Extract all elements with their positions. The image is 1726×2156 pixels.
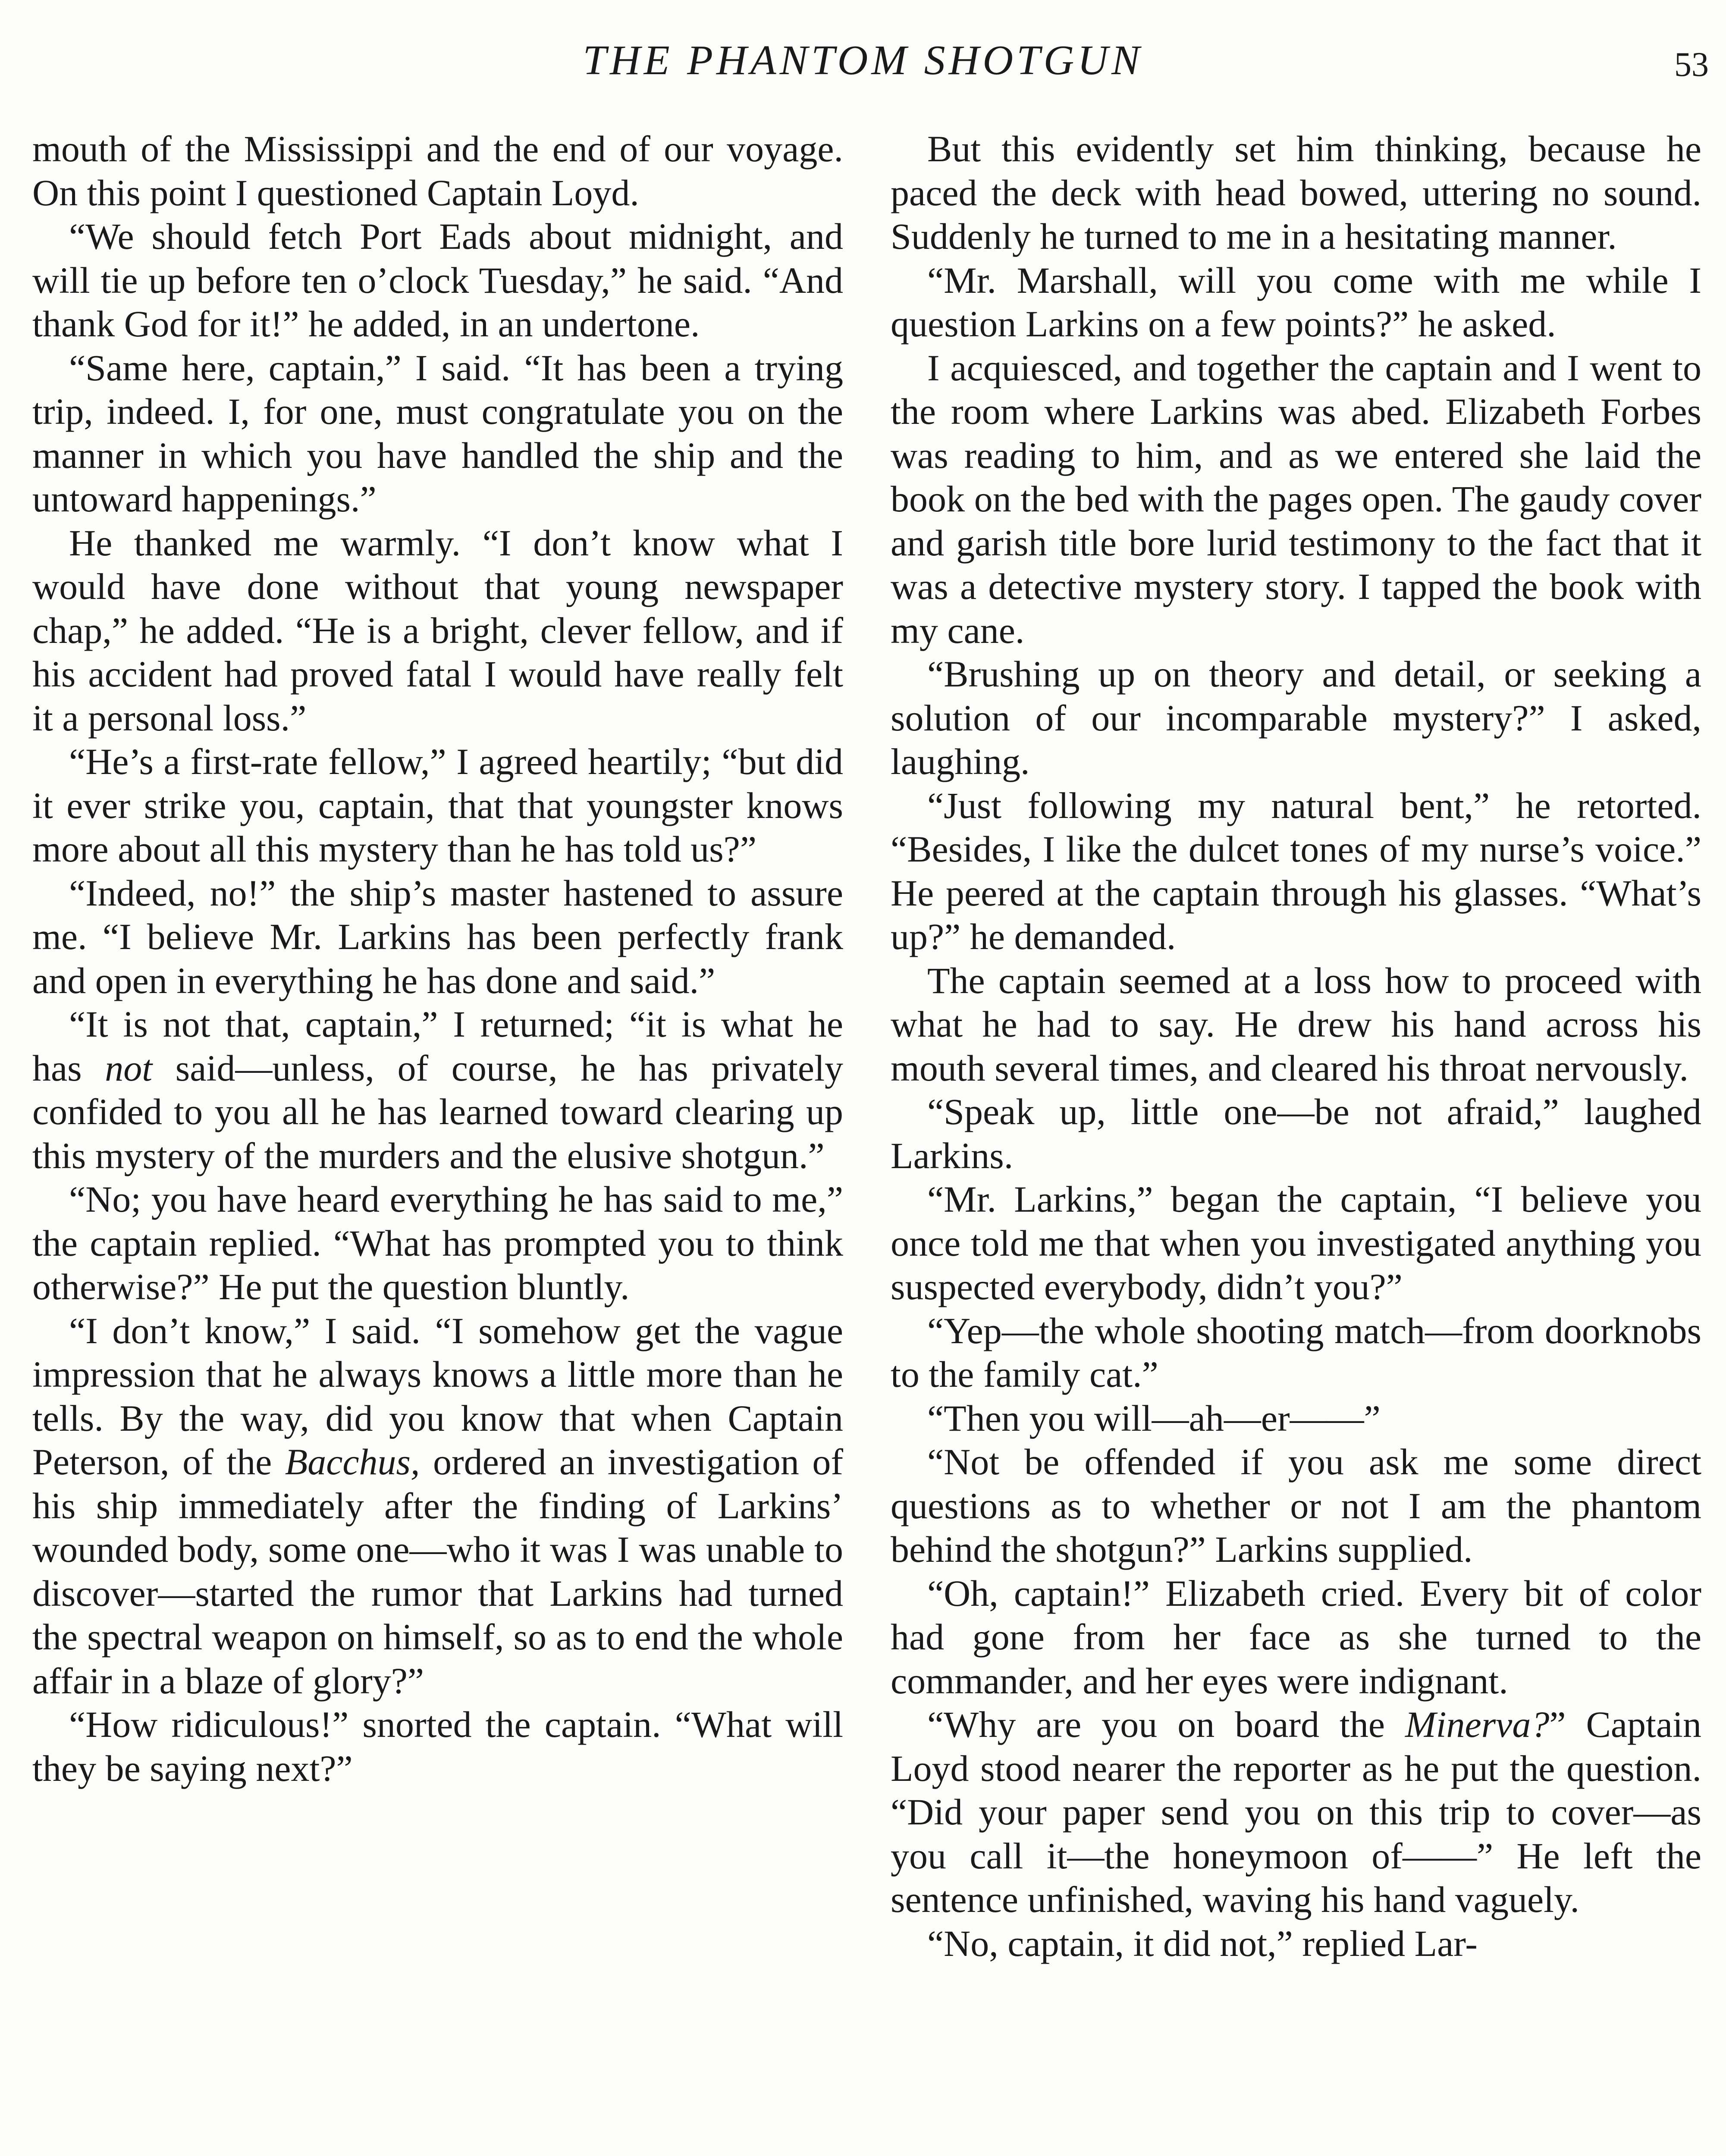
paragraph: “No, captain, it did not,” replied Lar- [927, 1922, 1478, 1964]
paragraph: The captain seemed at a loss how to proceed with what he had to say. He drew his hand across his mouth several times, and cleared his throat nervously. [891, 959, 1701, 1089]
running-head [0, 30, 1726, 91]
ship-name: Bacchus, [285, 1441, 420, 1482]
running-title: THE PHANTOM SHOTGUN [583, 37, 1143, 84]
paragraph: “We should fetch Port Eads about midnight, and will tie up before ten o’clock Tuesday,” he said. “And thank God for it!” he added, in an undertone. [32, 216, 843, 345]
paragraph: “Same here, captain,” I said. “It has been a trying trip, indeed. I, for one, must congratulate you on the manner in which you have handled the ship and the untoward happenings.” [32, 347, 843, 520]
paragraph: But this evidently set him thinking, because he paced the deck with head bowed, uttering no sound. Suddenly he turned to me in a hesitating manner. [891, 128, 1701, 257]
paragraph: mouth of the Mississippi and the end of our voyage. On this point I questioned Captain Loyd. [32, 128, 843, 213]
paragraph: “Yep—the whole shooting match—from doorknobs to the family cat.” [891, 1310, 1701, 1395]
paragraph: “Not be offended if you ask me some direct questions as to whether or not I am the phantom behind the shotgun?” Larkins supplied. [891, 1441, 1701, 1570]
text-run: ” Captain Loyd stood nearer the reporter as he put the question. “Did your paper send you on this trip to cover—as you call it—the honeymoon of——” He left the sentence unfinished, waving his hand vaguely. [891, 1704, 1701, 1920]
text-run: “Why are you on board the [927, 1704, 1406, 1745]
paragraph: “Oh, captain!” Elizabeth cried. Every bit of color had gone from her face as she turned to the commander, and her eyes were indignant. [891, 1572, 1701, 1702]
page-number: 53 [1674, 46, 1709, 84]
paragraph: “Just following my natural bent,” he retorted. “Besides, I like the dulcet tones of my nurse’s voice.” He peered at the captain through his glasses. “What’s up?” he demanded. [891, 784, 1701, 957]
paragraph: “Speak up, little one—be not afraid,” laughed Larkins. [891, 1091, 1701, 1176]
paragraph: “Brushing up on theory and detail, or seeking a solution of our incomparable mystery?” I asked, laughing. [891, 653, 1701, 782]
right-column [891, 127, 1701, 2156]
paragraph [891, 1703, 1701, 1922]
text-run: said—unless, of course, he has privately confided to you all he has learned toward clearing up this mystery of the murders and the elusive shotgun.” [32, 1047, 843, 1176]
paragraph: “Mr. Marshall, will you come with me while I question Larkins on a few points?” he asked. [891, 259, 1701, 345]
text-run: “It is not that, captain,” I returned; “it is what he has [32, 1003, 843, 1089]
paragraph: I acquiesced, and together the captain and I went to the room where Larkins was abed. Elizabeth Forbes was reading to him, and as we entered she laid the book on the bed with the pages open. The gaudy cover and garish title bore lurid testimony to the fact that it was a detective mystery story. I tapped the book with my cane. [891, 347, 1701, 651]
paragraph [32, 1003, 843, 1178]
paragraph: “He’s a first-rate fellow,” I agreed heartily; “but did it ever strike you, captain, that that youngster knows more about all this mystery than he has told us?” [32, 741, 843, 870]
paragraph: “Then you will—ah—er——” [927, 1397, 1381, 1439]
paragraph: “Indeed, no!” the ship’s master hastened to assure me. “I believe Mr. Larkins has been perfectly frank and open in everything he has done and said.” [32, 872, 843, 1001]
text-run: ordered an investigation of his ship immediately after the finding of Larkins’ wounded body, some one—who it was I was unable to discover—started the rumor that Larkins had turned the spectral weapon on himself, so as to end the whole affair in a blaze of glory?” [32, 1441, 843, 1702]
paragraph: “Mr. Larkins,” began the captain, “I believe you once told me that when you investigated anything you suspected everybody, didn’t you?” [891, 1178, 1701, 1307]
ship-name: Minerva? [1405, 1704, 1550, 1745]
left-column [32, 127, 843, 2156]
paragraph: “How ridiculous!” snorted the captain. “What will they be saying next?” [32, 1704, 843, 1789]
text-run: “I don’t know,” I said. “I somehow get the vague impression that he always knows a little more than he tells. By the way, did you know that when Captain Peterson, of the [32, 1310, 843, 1482]
paragraph: “No; you have heard everything he has said to me,” the captain replied. “What has prompted you to think otherwise?” He put the question bluntly. [32, 1178, 843, 1307]
paragraph [32, 1309, 843, 1703]
paragraph: He thanked me warmly. “I don’t know what I would have done without that young newspaper chap,” he added. “He is a bright, clever fellow, and if his accident had proved fatal I would have really felt it a personal loss.” [32, 522, 843, 739]
emphasis-text: not [105, 1047, 153, 1089]
